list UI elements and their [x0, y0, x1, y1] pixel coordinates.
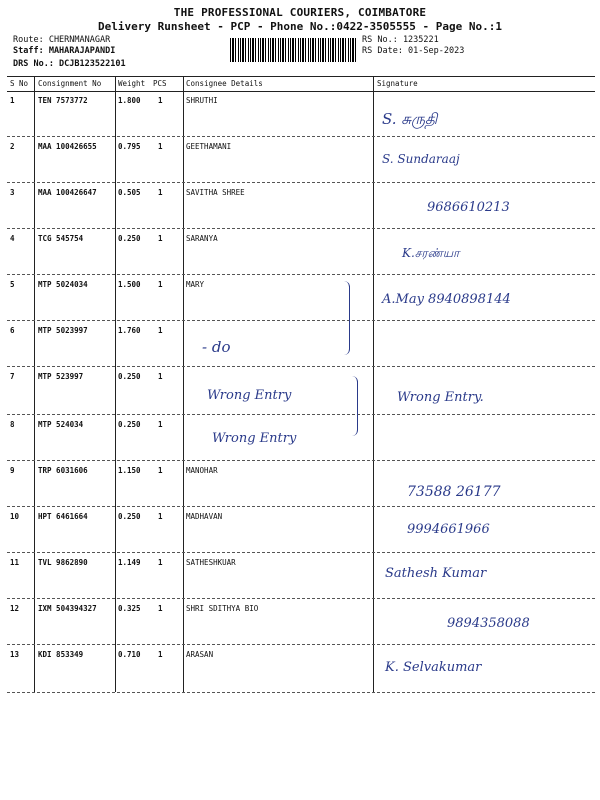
row-consignment: MTP 524034: [38, 420, 84, 429]
row-pcs: 1: [158, 96, 163, 105]
barcode: [230, 38, 356, 62]
row-weight: 0.250: [118, 420, 141, 429]
wrong-entry-bracket: [347, 376, 358, 436]
row-signature: 9686610213: [427, 200, 510, 215]
row-weight: 1.500: [118, 280, 141, 289]
row-sno: 1: [10, 96, 15, 105]
route-label: Route: CHERNMANAGAR: [13, 35, 111, 45]
row-signature: Wrong Entry.: [397, 390, 484, 405]
table-row: [7, 228, 595, 275]
row-pcs: 1: [158, 280, 163, 289]
row-sno: 2: [10, 142, 15, 151]
table-row: [7, 506, 595, 553]
row-weight: 0.250: [118, 234, 141, 243]
table-row: [7, 552, 595, 599]
row-pcs: 1: [158, 558, 163, 567]
mary-bracket: [337, 281, 350, 355]
row-pcs: 1: [158, 142, 163, 151]
row-sno: 5: [10, 280, 15, 289]
runsheet-table: [7, 76, 595, 692]
row-pcs: 1: [158, 188, 163, 197]
col-consignee: Consignee Details: [186, 79, 263, 88]
row-weight: 1.150: [118, 466, 141, 475]
row-consignee: SHRI SDITHYA BIO: [186, 604, 259, 613]
row-consignment: TVL 9862890: [38, 558, 88, 567]
row-consignee: SAVITHA SHREE: [186, 188, 245, 197]
rs-date: RS Date: 01-Sep-2023: [362, 46, 465, 56]
row-consignee: MADHAVAN: [186, 512, 223, 521]
row-weight: 0.505: [118, 188, 141, 197]
table-row: [7, 644, 595, 693]
row-signature: K.சரண்யா: [402, 246, 460, 260]
row-pcs: 1: [158, 650, 163, 659]
staff-label: Staff: MAHARAJAPANDI: [13, 46, 116, 56]
col-weight: Weight: [118, 79, 146, 88]
row-signature: Sathesh Kumar: [385, 566, 487, 581]
table-row: [7, 320, 595, 367]
row-pcs: 1: [158, 466, 163, 475]
row-sno: 3: [10, 188, 15, 197]
row-pcs: 1: [158, 326, 163, 335]
row-weight: 0.325: [118, 604, 141, 613]
row-consignment: KDI 853349: [38, 650, 84, 659]
ditto-note: - do: [202, 338, 231, 356]
row-weight: 1.149: [118, 558, 141, 567]
col-pcs: PCS: [153, 79, 167, 88]
row-consignment: IXM 504394327: [38, 604, 97, 613]
row-signature: 9894358088: [447, 616, 530, 631]
table-row: [7, 598, 595, 645]
row-consignment: TRP 6031606: [38, 466, 88, 475]
table-row: [7, 460, 595, 507]
wrong-entry-note-2: Wrong Entry: [212, 431, 297, 446]
row-consignment: MAA 100426647: [38, 188, 97, 197]
row-sno: 10: [10, 512, 20, 521]
row-sno: 13: [10, 650, 20, 659]
runsheet-subtitle: Delivery Runsheet - PCP - Phone No.:0422-3505555 - Page No.:1: [98, 20, 502, 33]
rs-number: RS No.: 1235221: [362, 35, 439, 45]
row-pcs: 1: [158, 420, 163, 429]
row-consignee: SATHESHKUAR: [186, 558, 236, 567]
row-sno: 8: [10, 420, 15, 429]
row-sno: 4: [10, 234, 15, 243]
row-pcs: 1: [158, 604, 163, 613]
row-pcs: 1: [158, 372, 163, 381]
row-consignment: TEN 7573772: [38, 96, 88, 105]
row-consignment: MAA 100426655: [38, 142, 97, 151]
row-consignment: MTP 523997: [38, 372, 84, 381]
row-weight: 0.250: [118, 372, 141, 381]
col-sno: S No: [10, 79, 29, 88]
row-weight: 0.710: [118, 650, 141, 659]
row-consignment: MTP 5023997: [38, 326, 88, 335]
table-row: [7, 274, 595, 321]
row-signature: 9994661966: [407, 522, 490, 537]
table-row: [7, 182, 595, 229]
row-sno: 9: [10, 466, 15, 475]
row-weight: 1.800: [118, 96, 141, 105]
row-sno: 6: [10, 326, 15, 335]
row-consignee: MANOHAR: [186, 466, 218, 475]
row-sno: 12: [10, 604, 20, 613]
row-signature: K. Selvakumar: [385, 660, 482, 675]
table-row: [7, 136, 595, 183]
row-pcs: 1: [158, 234, 163, 243]
row-sno: 7: [10, 372, 15, 381]
row-weight: 1.760: [118, 326, 141, 335]
runsheet-title: THE PROFESSIONAL COURIERS, COIMBATORE: [173, 6, 427, 19]
row-consignee: MARY: [186, 280, 205, 289]
row-consignee: ARASAN: [186, 650, 214, 659]
row-consignee: SHRUTHI: [186, 96, 218, 105]
wrong-entry-note-1: Wrong Entry: [207, 388, 292, 403]
col-signature: Signature: [377, 79, 418, 88]
row-consignment: MTP 5024034: [38, 280, 88, 289]
table-row: [7, 90, 595, 137]
row-consignment: TCG 545754: [38, 234, 84, 243]
col-consignment: Consignment No: [38, 79, 102, 88]
drs-label: DRS No.: DCJB123522101: [13, 59, 126, 69]
table-row: [7, 414, 595, 461]
row-signature: A.May 8940898144: [382, 292, 511, 307]
row-consignment: HPT 6461664: [38, 512, 88, 521]
row-signature: S. சுருதி: [382, 110, 438, 128]
row-sno: 11: [10, 558, 20, 567]
row-weight: 0.250: [118, 512, 141, 521]
row-signature: S. Sundaraaj: [382, 152, 460, 166]
row-pcs: 1: [158, 512, 163, 521]
table-row: [7, 366, 595, 415]
row-signature: 73588 26177: [407, 484, 501, 500]
row-consignee: GEETHAMANI: [186, 142, 232, 151]
row-weight: 0.795: [118, 142, 141, 151]
row-consignee: SARANYA: [186, 234, 218, 243]
